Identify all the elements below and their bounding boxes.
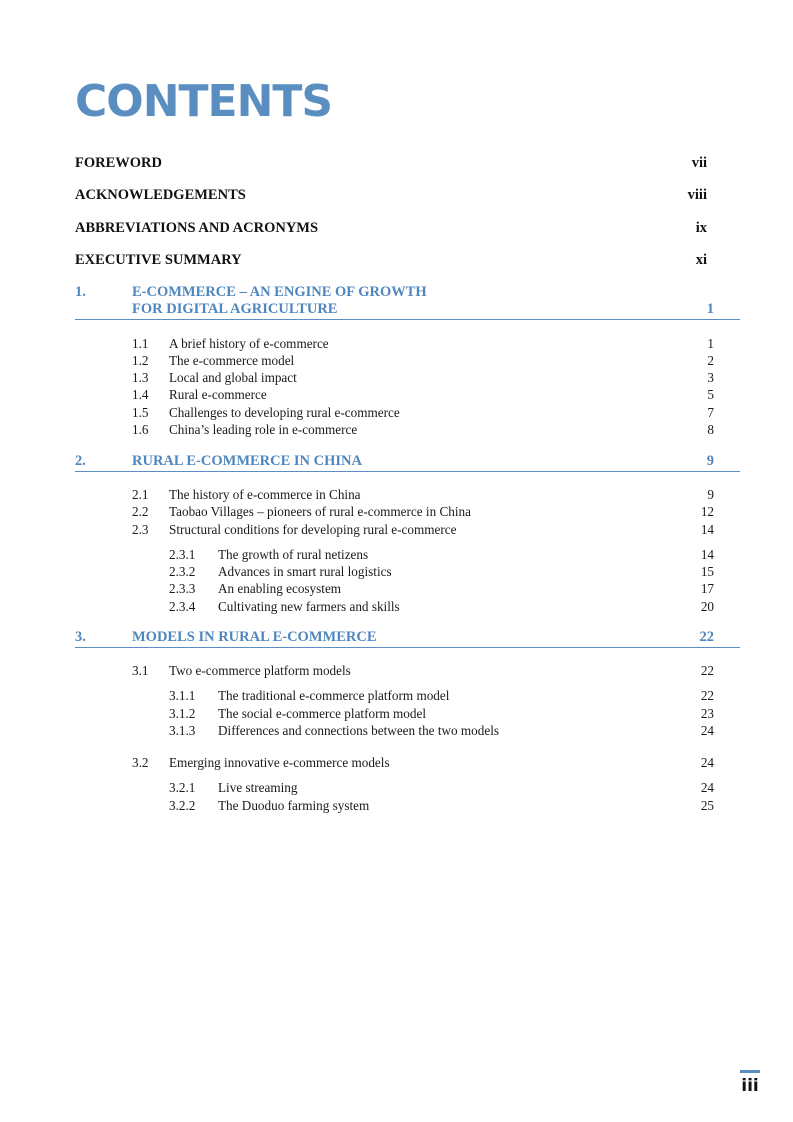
- chapter-page: 1: [706, 301, 714, 317]
- subsection-number: 2.3.1: [169, 547, 196, 562]
- toc-entry-page: vii: [691, 155, 707, 171]
- subsection-title: An enabling ecosystem: [218, 581, 342, 596]
- section-number: 2.2: [132, 504, 149, 519]
- subsection-page: 24: [700, 780, 714, 795]
- page-number: iii: [741, 1076, 759, 1096]
- section-title: A brief history of e-commerce: [169, 336, 329, 351]
- section-title: Rural e-commerce: [169, 387, 267, 402]
- section-title: Taobao Villages – pioneers of rural e-commerce in China: [169, 504, 471, 519]
- section-page: 7: [707, 405, 714, 420]
- toc-entry-abbreviations[interactable]: [75, 218, 707, 238]
- chapter-page: 9: [706, 453, 714, 469]
- subsection-number: 2.3.4: [169, 599, 196, 614]
- toc-entry-title: EXECUTIVE SUMMARY: [75, 252, 242, 268]
- subsection-title: Differences and connections between the two models: [218, 723, 499, 738]
- toc-entry-title: ABBREVIATIONS AND ACRONYMS: [75, 220, 319, 236]
- folio-accent-bar: [740, 1070, 760, 1073]
- subsection-page: 15: [700, 564, 714, 579]
- section-page: 14: [700, 522, 714, 537]
- chapter-title-line: FOR DIGITAL AGRICULTURE: [132, 301, 338, 317]
- chapter-title-line: E-COMMERCE – AN ENGINE OF GROWTH: [132, 284, 427, 300]
- chapter-title-line: RURAL E-COMMERCE IN CHINA: [132, 453, 362, 469]
- section-page: 2: [707, 353, 714, 368]
- chapter-number: 3.: [75, 629, 86, 645]
- chapter-number: 1.: [75, 284, 86, 300]
- toc-entry-page: xi: [695, 252, 707, 268]
- section-page: 1: [707, 336, 714, 351]
- toc-entry-title: FOREWORD: [75, 155, 162, 171]
- section-title: Structural conditions for developing rural e-commerce: [169, 522, 457, 537]
- subsection-page: 24: [700, 723, 714, 738]
- subsection-title: Advances in smart rural logistics: [218, 564, 392, 579]
- subsection-number: 3.1.1: [169, 688, 196, 703]
- chapter-number: 2.: [75, 453, 86, 469]
- section-page: 12: [700, 504, 714, 519]
- subsection-number: 3.2.1: [169, 780, 196, 795]
- chapter-heading-1[interactable]: [75, 284, 740, 320]
- toc-entry-foreword[interactable]: [75, 153, 707, 173]
- toc-entry-acknowledgements[interactable]: [75, 185, 707, 205]
- section-title: The history of e-commerce in China: [169, 487, 361, 502]
- subsection-title: The social e-commerce platform model: [218, 706, 426, 721]
- section-title: The e-commerce model: [169, 353, 295, 368]
- section-number: 1.3: [132, 370, 149, 385]
- subsection-page: 22: [700, 688, 714, 703]
- page-title: CONTENTS: [75, 76, 333, 127]
- section-number: 2.1: [132, 487, 149, 502]
- subsection-page: 14: [700, 547, 714, 562]
- subsection-number: 2.3.3: [169, 581, 196, 596]
- section-number: 2.3: [132, 522, 149, 537]
- toc-entry-page: viii: [687, 187, 707, 203]
- subsection-title: Live streaming: [218, 780, 298, 795]
- section-number: 1.2: [132, 353, 149, 368]
- section-number: 1.5: [132, 405, 149, 420]
- section-number: 3.2: [132, 755, 149, 770]
- subsection-number: 3.1.3: [169, 723, 196, 738]
- subsection-title: The growth of rural netizens: [218, 547, 369, 562]
- section-page: 24: [700, 755, 714, 770]
- toc-entry-title: ACKNOWLEDGEMENTS: [75, 187, 246, 203]
- toc-entry-executive-summary[interactable]: [75, 250, 707, 270]
- chapter-page: 22: [699, 629, 714, 645]
- subsection-page: 25: [700, 798, 714, 813]
- subsection-title: Cultivating new farmers and skills: [218, 599, 400, 614]
- section-page: 9: [707, 487, 714, 502]
- section-page: 5: [707, 387, 714, 402]
- subsection-page: 17: [700, 581, 714, 596]
- section-number: 1.4: [132, 387, 149, 402]
- section-title: Two e-commerce platform models: [169, 663, 351, 678]
- subsection-title: The traditional e-commerce platform model: [218, 688, 450, 703]
- section-title: Challenges to developing rural e-commerce: [169, 405, 400, 420]
- subsection-number: 3.1.2: [169, 706, 196, 721]
- subsection-number: 2.3.2: [169, 564, 196, 579]
- section-number: 1.6: [132, 422, 149, 437]
- section-title: Local and global impact: [169, 370, 297, 385]
- chapter-heading-2[interactable]: [75, 453, 740, 472]
- subsection-page: 23: [700, 706, 714, 721]
- section-page: 22: [700, 663, 714, 678]
- toc-entry-page: ix: [695, 220, 707, 236]
- section-number: 1.1: [132, 336, 149, 351]
- subsection-number: 3.2.2: [169, 798, 196, 813]
- section-number: 3.1: [132, 663, 149, 678]
- chapter-title-line: MODELS IN RURAL E-COMMERCE: [132, 629, 377, 645]
- subsection-title: The Duoduo farming system: [218, 798, 370, 813]
- section-title: Emerging innovative e-commerce models: [169, 755, 390, 770]
- section-page: 8: [707, 422, 714, 437]
- section-page: 3: [707, 370, 714, 385]
- section-title: China’s leading role in e-commerce: [169, 422, 358, 437]
- chapter-heading-3[interactable]: [75, 629, 740, 648]
- subsection-page: 20: [700, 599, 714, 614]
